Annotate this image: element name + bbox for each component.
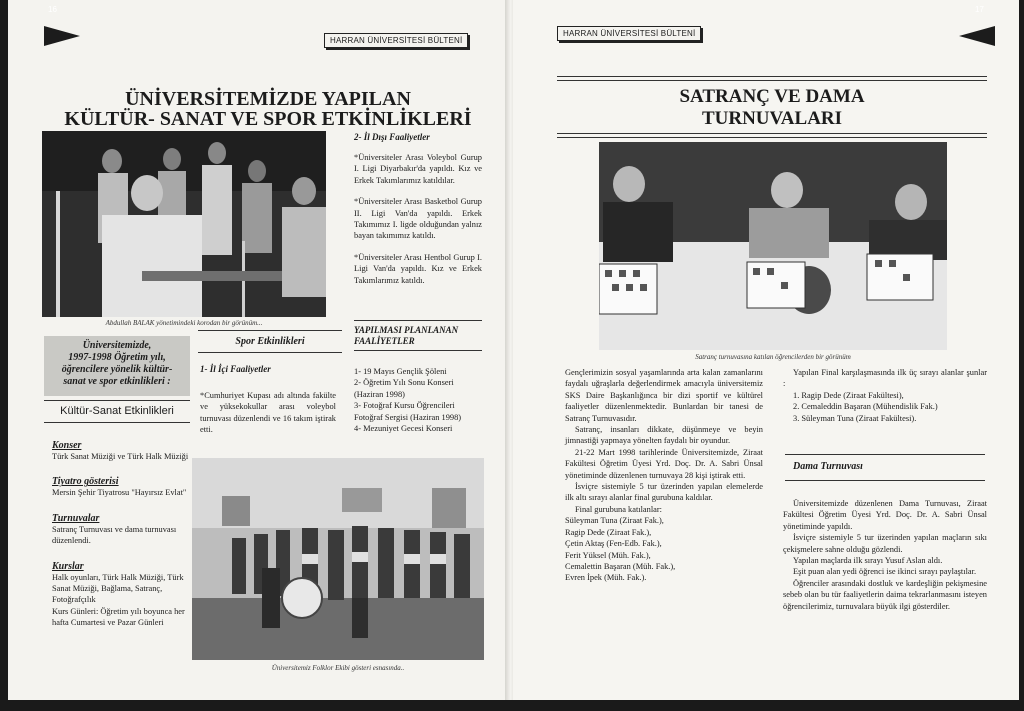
bulletin-header: HARRAN ÜNİVERSİTESİ BÜLTENİ <box>557 26 701 41</box>
finalists-list <box>565 515 763 583</box>
paragraph: Yapılan Final karşılaşmasında ilk üç sırayı alanlar şunlar : <box>783 368 987 389</box>
tiyatro-title: Tiyatro gösterisi <box>52 476 119 488</box>
il-ici-title: 1- İl İçi Faaliyetler <box>200 364 271 374</box>
divider <box>785 454 985 455</box>
dama-heading: Dama Turnuvası <box>793 461 863 472</box>
divider <box>354 320 482 321</box>
list-item: Ragip Dede (Ziraat Fak.), <box>565 527 652 537</box>
il-ici-text: *Cumhuriyet Kupası adı altında fakülte ve yüksekokullar arası voleybol turnuvası düzenlendi ve 16 takım iştirak etti. <box>200 391 336 435</box>
choir-photo <box>42 131 326 317</box>
paragraph: 21-22 Mart 1998 tarihlerinde Üniversitemizde, Ziraat Fakültesi Öğretim Üyesi Yrd. Doç. Dr. A. Sabri Ünsal yönetiminde düzenlenen turnuvaya 28 kişi iştirak etti. <box>565 447 763 480</box>
culture-column <box>52 440 192 629</box>
intro-box <box>44 336 190 396</box>
divider <box>785 480 985 481</box>
intro-line: Üniversitemizde, <box>82 340 152 351</box>
divider <box>198 330 342 331</box>
divider <box>198 352 342 353</box>
bulletin-header: HARRAN ÜNİVERSİTESİ BÜLTENİ <box>324 33 468 48</box>
konser-text: Türk Sanat Müziği ve Türk Halk Müziği <box>52 452 189 461</box>
list-item: 2- Öğretim Yılı Sonu Konseri (Haziran 1998) <box>354 378 454 399</box>
sport-section-heading: Spor Etkinlikleri <box>235 336 305 347</box>
page-tab-arrow-icon <box>959 26 995 46</box>
intro-line: öğrencilere yönelik kültür- <box>61 364 173 375</box>
divider <box>44 400 190 401</box>
list-item: Cemalettin Başaran (Müh. Fak.), <box>565 561 676 571</box>
chess-photo <box>599 142 947 350</box>
paragraph: Yapılan maçlarda ilk sırayı Yusuf Aslan aldı. <box>793 556 943 566</box>
chess-column-2 <box>783 367 987 424</box>
divider <box>44 422 190 423</box>
culture-section-heading: Kültür-Sanat Etkinlikleri <box>60 405 174 417</box>
paragraph: Gençlerimizin sosyal yaşamlarında arta kalan zamanlarını faydalı uğraşlarla değerlendirmek amacıyla üniversitemiz SKS Daire Başkanlığınca bir dizi sportif ve kültürel faaliyetler düzenlenmektedir. Bunlardan bir tanesi de Satranç Turnuvasıdır. <box>565 368 763 423</box>
folklore-photo <box>192 458 484 660</box>
page-title-line1: SATRANÇ VE DAMA <box>679 86 865 107</box>
final-label: Final gurubuna katılanlar: <box>575 504 662 514</box>
list-item: Evren İpek (Müh. Fak.). <box>565 573 647 583</box>
il-disi-paragraph: *Üniversiteler Arası Voleybol Gurup I. Ligi Diyarbakır'da yapıldı. Kız ve Erkek Takımlarımız katıldılar. <box>354 153 482 185</box>
il-disi-paragraph: *Üniversiteler Arası Basketbol Gurup II. Ligi Van'da yapıldı. Erkek Takımımız I. ligde olduğundan yalnız bayan takımımız katıldı. <box>354 197 482 241</box>
folklore-photo-caption: Üniversitemiz Folklor Ekibi gösteri esnasında.. <box>271 664 405 672</box>
turnuvalar-title: Turnuvalar <box>52 512 100 524</box>
paragraph: Öğrenciler arasındaki dostluk ve kardeşliğin pekişmesine sebeb olan bu tür faaliyetlerin daima tekrarlanmasını isteyen öğrencilerimiz, turnuvalara büyük ilgi gösterdiler. <box>783 578 987 611</box>
kurslar-title: Kurslar <box>52 560 84 572</box>
tiyatro-text: Mersin Şehir Tiyatrosu "Hayırsız Evlat" <box>52 488 187 498</box>
list-item: 1- 19 Mayıs Gençlik Şöleni <box>354 367 447 376</box>
left-page <box>8 0 511 700</box>
chess-column-1 <box>565 367 763 584</box>
kurslar-text: Halk oyunları, Türk Halk Müziği, Türk Sanat Müziği, Bağlama, Satranç, Fotoğrafçılık <box>52 572 184 605</box>
list-item: 2. Cemaleddin Başaran (Mühendislik Fak.) <box>793 402 938 412</box>
konser-title: Konser <box>52 440 82 451</box>
winners-list <box>783 390 987 424</box>
page-number: 17 <box>975 5 984 14</box>
planned-heading-line: YAPILMASI PLANLANAN <box>354 325 459 335</box>
intro-line: 1997-1998 Öğretim yılı, <box>68 352 166 363</box>
page-title-line1: ÜNİVERSİTEMİZDE YAPILAN <box>125 88 411 110</box>
turnuvalar-text: Satranç Turnuvası ve dama turnuvası düzenlendi. <box>52 524 177 546</box>
chess-photo-caption: Satranç turnuvasına katılan öğrencilerden bir görünüm <box>695 353 851 361</box>
paragraph: Satranç, insanları dikkate, düşünmeye ve beyin jimnastiği yapmaya yönelten faydalı bir oyundur. <box>565 425 763 446</box>
il-disi-column <box>354 152 482 286</box>
list-item: Çetin Aktaş (Fen-Edb. Fak.), <box>565 539 662 549</box>
il-disi-title: 2- İl Dışı Faaliyetler <box>354 132 430 142</box>
paragraph: Eşit puan alan yedi öğrenci ise ikinci sırayı paylaştılar. <box>793 567 977 577</box>
choir-photo-caption: Abdullah BALAK yönetimindeki korodan bir görünüm... <box>105 319 263 327</box>
planned-heading <box>354 325 458 347</box>
planned-list <box>354 366 484 434</box>
list-item: 3. Süleyman Tuna (Ziraat Fakültesi). <box>793 413 917 423</box>
paragraph: İsviçre sistemiyle 5 tur üzerinden yapılan elemelerde ilk altı sırayı alanlar final gurubuna kaldılar. <box>565 482 763 503</box>
paragraph: Üniversitemizde düzenlenen Dama Turnuvası, Ziraat Fakültesi Öğretim Üyesi Yrd. Doç. Dr. A. Sabri Ünsal yönetiminde yapıldı. <box>783 499 987 531</box>
page-number: 16 <box>48 5 57 14</box>
kurslar-days: Kurs Günleri: Öğretim yılı boyunca her hafta Cumartesi ve Pazar Günleri <box>52 606 185 628</box>
dama-column <box>783 498 987 612</box>
list-item: 1. Ragip Dede (Ziraat Fakültesi), <box>793 390 904 400</box>
list-item: Ferit Yüksel (Müh. Fak.), <box>565 550 651 560</box>
page-title-line2: TURNUVALARI <box>701 108 843 129</box>
list-item: 4- Mezuniyet Gecesi Konseri <box>354 424 453 434</box>
divider <box>354 350 482 351</box>
page-title-line2: KÜLTÜR- SANAT VE SPOR ETKİNLİKLERİ <box>64 108 472 130</box>
planned-heading-line: FAALİYETLER <box>354 336 415 346</box>
intro-line: sanat ve spor etkinlikleri : <box>63 376 171 387</box>
right-page <box>513 0 1019 700</box>
list-item: 3- Fotoğraf Kursu Öğrencileri Fotoğraf Sergisi (Haziran 1998) <box>354 401 462 422</box>
title-rule-top <box>557 76 987 81</box>
title-rule-bottom <box>557 133 987 138</box>
list-item: Süleyman Tuna (Ziraat Fak.), <box>565 516 664 526</box>
page-tab-arrow-icon <box>44 26 80 46</box>
paragraph: İsviçre sistemiyle 5 tur üzerinden yapılan maçların sıkı çekişmelere sahne olduğu gözlendi. <box>783 533 987 554</box>
il-disi-paragraph: *Üniversiteler Arası Hentbol Gurup I. Ligi Van'da yapıldı. Kız ve Erkek Takımlarımız katıldı. <box>354 252 482 285</box>
